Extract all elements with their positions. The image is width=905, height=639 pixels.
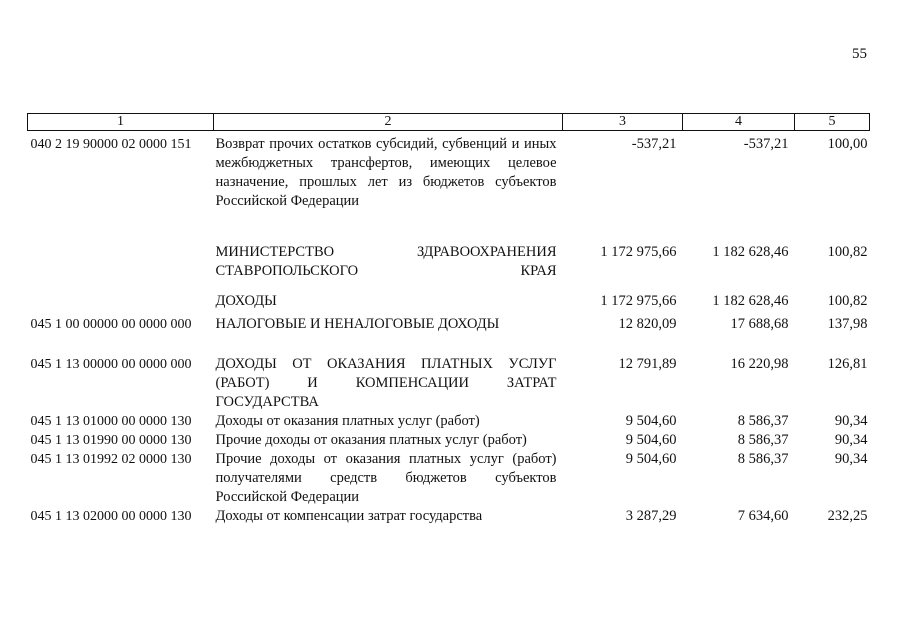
percent-value: 90,34 [834,432,868,448]
table-row [28,281,870,311]
fact-value: 8 586,37 [737,432,789,448]
plan-value: 12 791,89 [618,356,677,372]
item-name: Прочие доходы от оказания платных услуг (работ) получателями средств бюджетов субъектов Российской Федерации [215,451,557,505]
fact-value: 1 182 628,46 [712,293,789,309]
budget-code [28,211,214,281]
plan-value: 9 504,60 [625,451,677,467]
budget-code: 040 2 19 90000 02 0000 151 [30,137,192,152]
table-row [28,334,870,412]
budget-code: 045 1 13 02000 00 0000 130 [30,509,192,524]
fact-value: -537,21 [743,136,789,152]
plan-value: 3 287,29 [625,508,677,524]
plan-value: 12 820,09 [618,316,677,332]
plan-value: 1 172 975,66 [600,244,677,260]
percent-value: 126,81 [827,356,868,372]
column-header-2: 2 [214,114,563,131]
percent-value: 100,00 [827,136,868,152]
table-row [28,311,870,334]
table-row [28,431,870,450]
item-name: ДОХОДЫ ОТ ОКАЗАНИЯ ПЛАТНЫХ УСЛУГ (РАБОТ) И КОМПЕНСАЦИИ ЗАТРАТ ГОСУДАРСТВА [215,356,557,410]
table-row [28,412,870,431]
percent-value: 90,34 [834,451,868,467]
budget-code: 045 1 13 01000 00 0000 130 [30,414,192,429]
item-name: Прочие доходы от оказания платных услуг (работ) [215,432,527,448]
budget-code: 045 1 00 00000 00 0000 000 [30,317,192,332]
plan-value: 9 504,60 [625,413,677,429]
column-header-1: 1 [28,114,214,131]
table-row [28,131,870,212]
percent-value: 90,34 [834,413,868,429]
fact-value: 7 634,60 [737,508,789,524]
fact-value: 17 688,68 [730,316,789,332]
fact-value: 16 220,98 [730,356,789,372]
column-header-4: 4 [683,114,795,131]
column-header-5: 5 [795,114,870,131]
item-name: Доходы от компенсации затрат государства [215,508,483,524]
fact-value: 8 586,37 [737,451,789,467]
percent-value: 100,82 [827,293,868,309]
item-name: МИНИСТЕРСТВО ЗДРАВООХРАНЕНИЯ СТАВРОПОЛЬСКОГО КРАЯ [215,244,557,279]
budget-code: 045 1 13 01992 02 0000 130 [30,452,192,467]
table-row [28,507,870,526]
percent-value: 137,98 [827,316,868,332]
percent-value: 232,25 [827,508,868,524]
fact-value: 8 586,37 [737,413,789,429]
item-name: ДОХОДЫ [215,293,277,309]
plan-value: -537,21 [631,136,677,152]
table-row [28,450,870,507]
budget-code: 045 1 13 00000 00 0000 000 [30,357,192,372]
budget-code: 045 1 13 01990 00 0000 130 [30,433,192,448]
table-row [28,211,870,281]
column-header-3: 3 [563,114,683,131]
item-name: Возврат прочих остатков субсидий, субвенций и иных межбюджетных трансфертов, имеющих целевое назначение, прошлых лет из бюджетов субъектов Российской Федерации [215,136,557,209]
fact-value: 1 182 628,46 [712,244,789,260]
item-name: НАЛОГОВЫЕ И НЕНАЛОГОВЫЕ ДОХОДЫ [215,316,500,332]
page-number: 55 [852,46,867,62]
plan-value: 1 172 975,66 [600,293,677,309]
budget-table [27,113,870,526]
percent-value: 100,82 [827,244,868,260]
plan-value: 9 504,60 [625,432,677,448]
header-row [28,114,870,131]
item-name: Доходы от оказания платных услуг (работ) [215,413,480,429]
budget-code [28,281,214,311]
budget-table-container [27,113,869,526]
